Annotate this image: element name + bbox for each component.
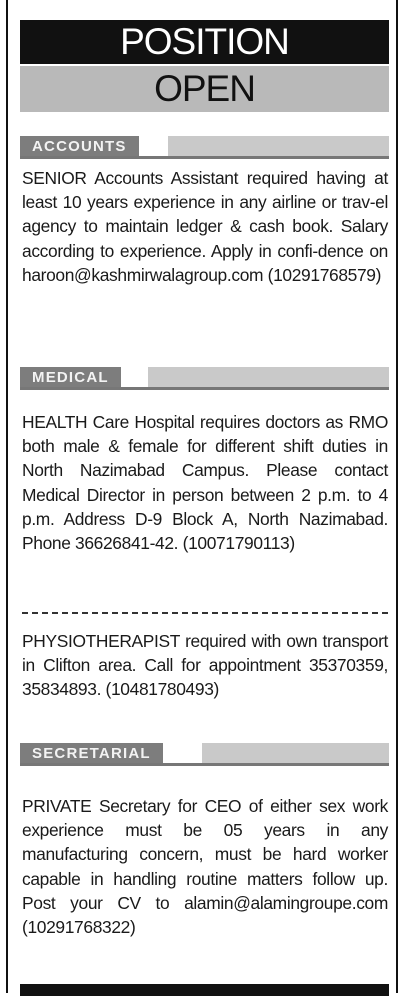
header-position: POSITION	[20, 20, 389, 64]
ad-physiotherapist: PHYSIOTHERAPIST required with own transport in Clifton area. Call for appointment 35370359, 35834893. (10481780493)	[22, 631, 388, 700]
section-header-accounts	[20, 136, 389, 159]
section-title: MEDICAL	[20, 367, 121, 387]
section-header-medical	[20, 367, 389, 390]
header-open: OPEN	[20, 66, 389, 112]
section-title: SECRETARIAL	[20, 743, 163, 763]
section-title: ACCOUNTS	[20, 136, 139, 156]
ad-health-care-hospital: HEALTH Care Hospital requires doctors as RMO both male & female for different shift duties in North Nazimabad Campus. Please contact Medical Director in person between 2 p.m. to 4 p.m. Address D-9 Block A, North Nazimabad. Phone 36626841-42. (10071790113)	[22, 412, 388, 554]
section-header-secretarial	[20, 743, 389, 766]
ad-private-secretary: PRIVATE Secretary for CEO of either sex work experience must be 05 years in any manufacturing concern, must be hard worker capable in handling routine matters follow up. Post your CV to alamin@alamingroupe.com (10291768322)	[22, 796, 388, 938]
ad-divider	[22, 612, 388, 614]
ad-accounts-assistant: SENIOR Accounts Assistant required having at least 10 years experience in any airline or trav-el agency to maintain ledger & cash book. Salary according to experience. Apply in confi-dence on haroon@kashmirwalagroup.com (10291768579)	[22, 168, 388, 285]
next-section-header-cutoff	[20, 984, 389, 996]
